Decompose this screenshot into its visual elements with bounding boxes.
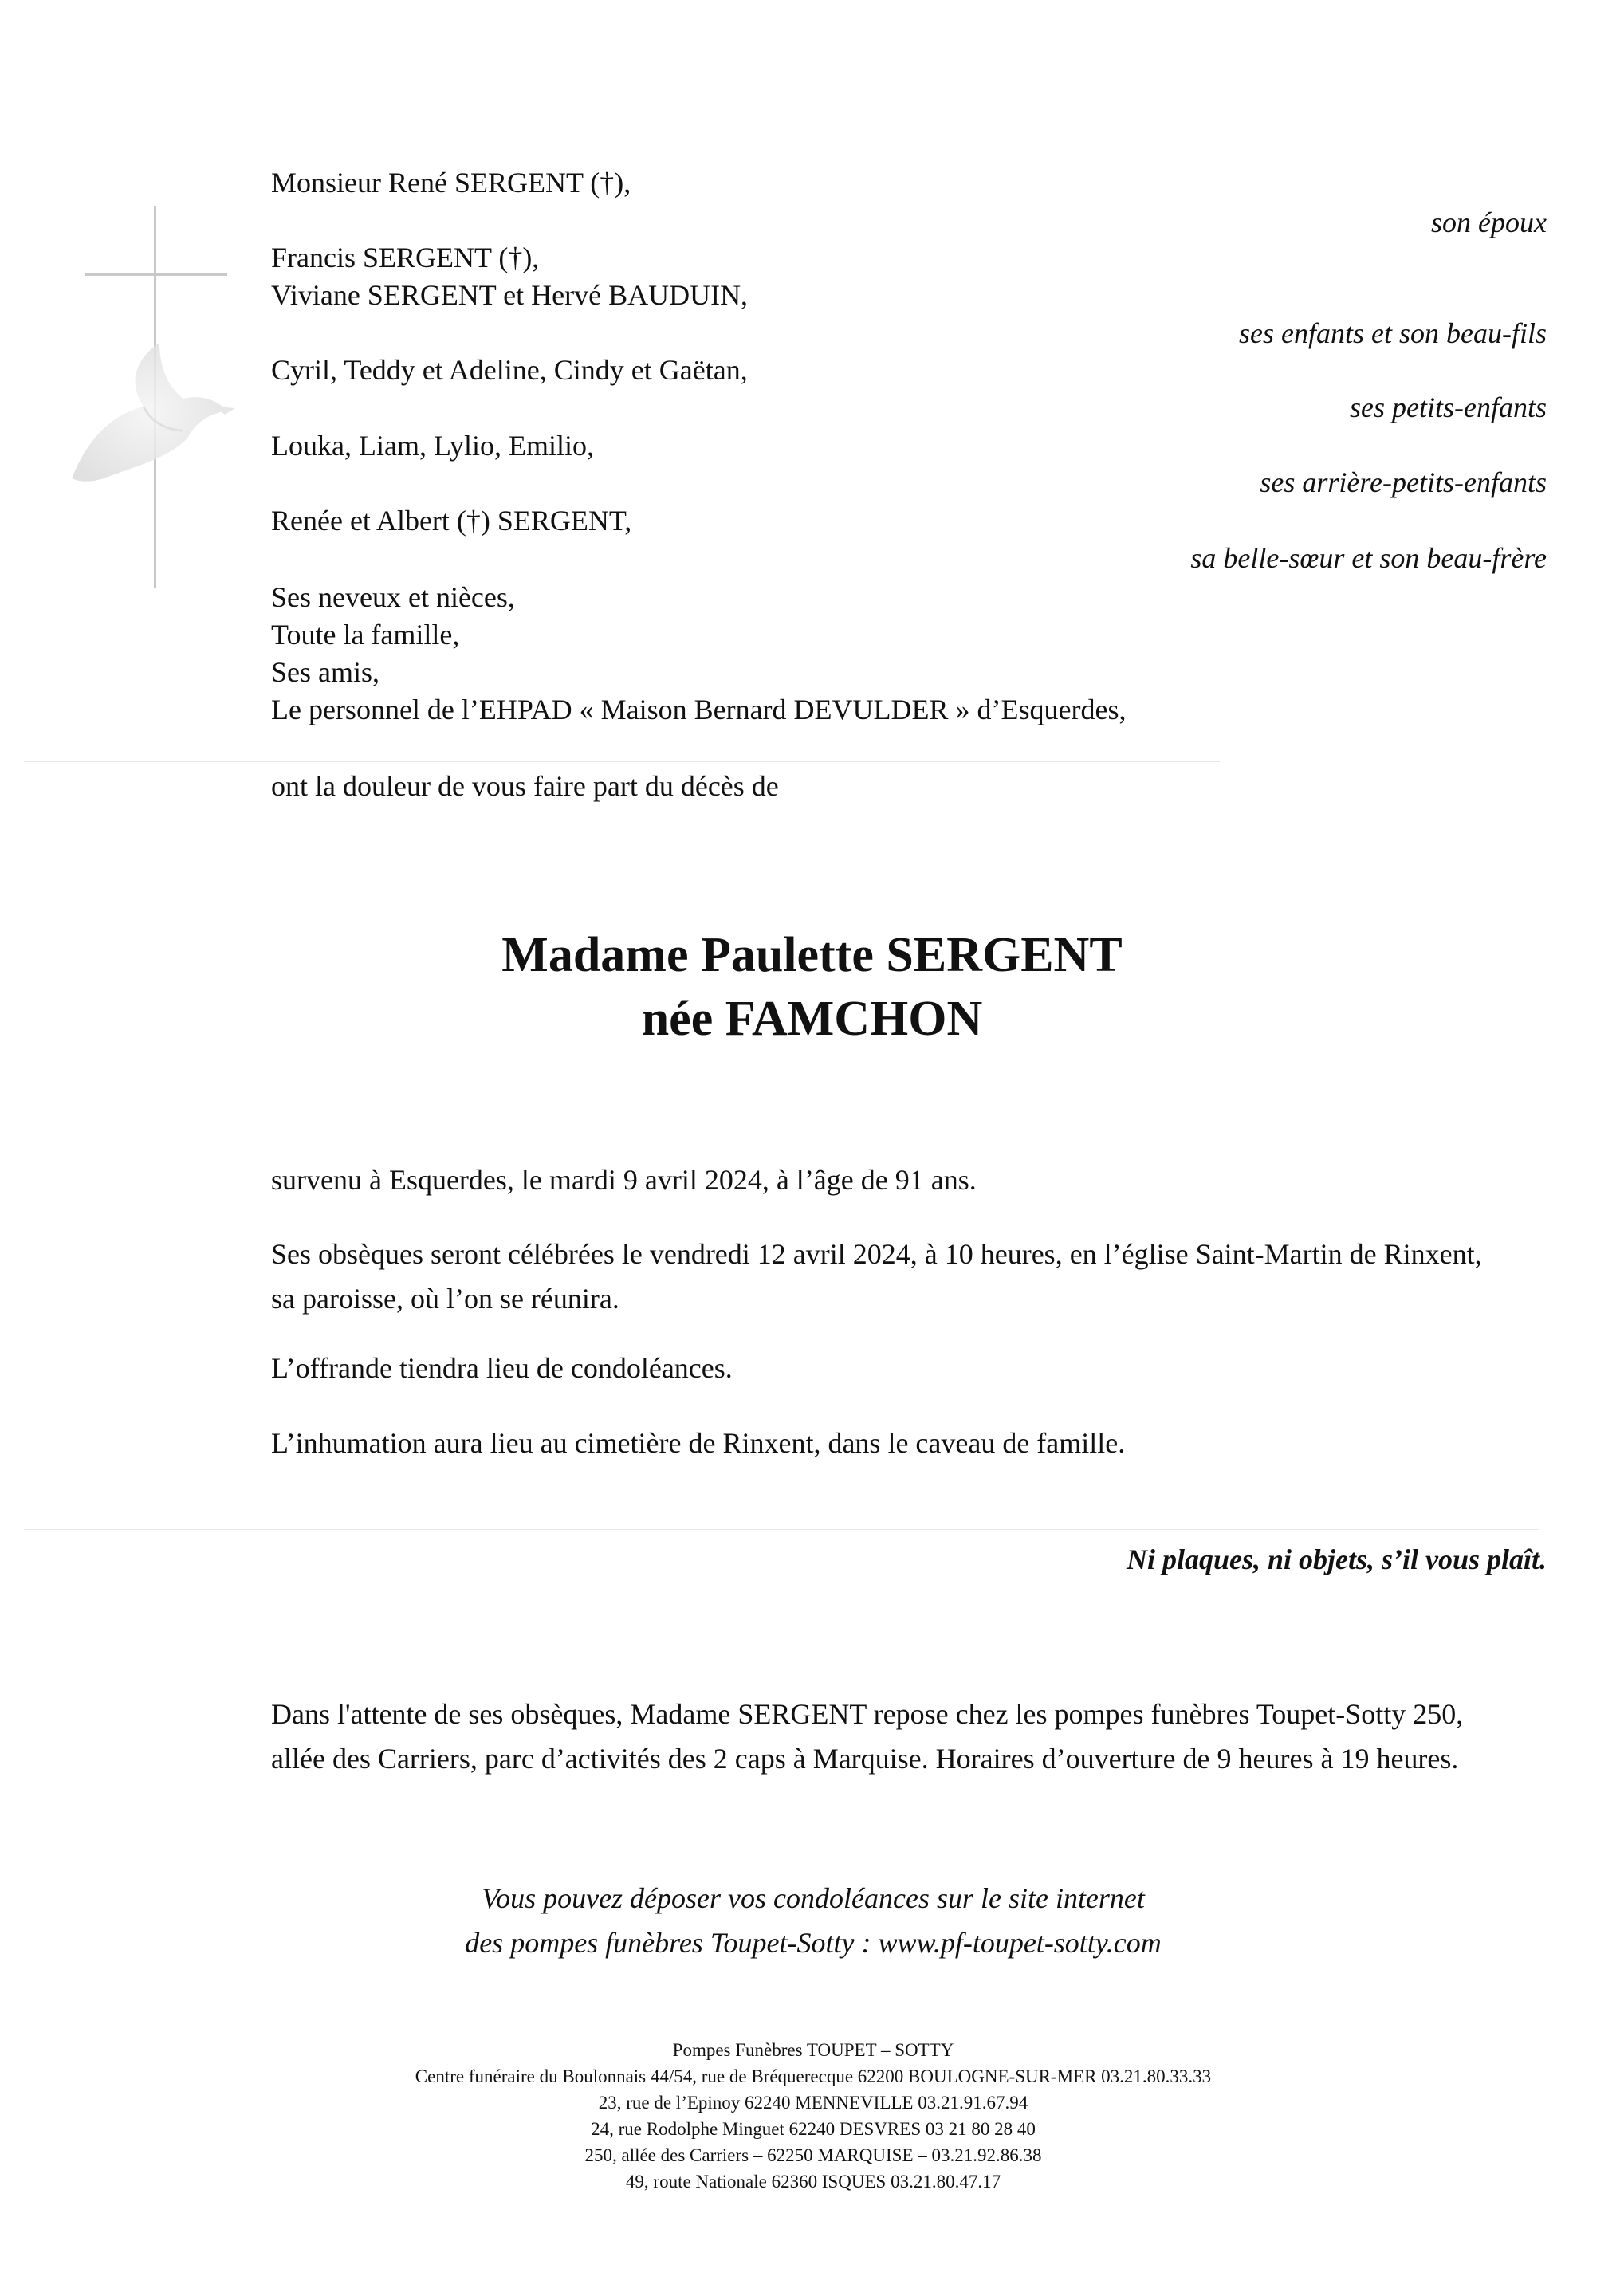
footer-line-5: 250, allée des Carriers – 62250 MARQUISE – 03.21.92.86.38	[584, 2145, 1042, 2165]
relation-left-10: Le personnel de l’EHPAD « Maison Bernard DEVULDER » d’Esquerdes,	[271, 694, 1127, 725]
relation-left-4: Cyril, Teddy et Adeline, Cindy et Gaëtan,	[271, 354, 748, 386]
divider-2	[24, 1529, 1539, 1530]
no-flowers-note: Ni plaques, ni objets, s’il vous plaît.	[1126, 1543, 1547, 1575]
footer-line-3: 23, rue de l’Epinoy 62240 MENNEVILLE 03.21.91.67.94	[598, 2093, 1028, 2113]
deceased-name: Madame Paulette SERGENT	[501, 928, 1123, 982]
footer-line-2: Centre funéraire du Boulonnais 44/54, rue de Bréquerecque 62200 BOULOGNE-SUR-MER 03.21.80.33.33	[415, 2066, 1212, 2086]
relation-right-4: ses arrière-petits-enfants	[1260, 466, 1547, 498]
paragraph-death: survenu à Esquerdes, le mardi 9 avril 2024, à l’âge de 91 ans.	[271, 1164, 977, 1196]
relation-left-2: Francis SERGENT (†),	[271, 242, 540, 273]
paragraph-offering: L’offrande tiendra lieu de condoléances.	[271, 1352, 733, 1384]
condolences-line-1: Vous pouvez déposer vos condoléances sur le site internet	[482, 1882, 1145, 1914]
condolences-line-2: des pompes funèbres Toupet-Sotty : www.pf-toupet-sotty.com	[465, 1927, 1162, 1959]
divider-1	[24, 761, 1220, 762]
paragraph-burial: L’inhumation aura lieu au cimetière de Rinxent, dans le caveau de famille.	[271, 1427, 1126, 1459]
footer-line-6: 49, route Nationale 62360 ISQUES 03.21.80.47.17	[625, 2172, 1001, 2192]
deceased-maiden-name: née FAMCHON	[641, 992, 983, 1046]
relation-right-3: ses petits-enfants	[1350, 391, 1547, 423]
cross-horizontal	[85, 273, 227, 276]
paragraph-funeral: Ses obsèques seront célébrées le vendredi 12 avril 2024, à 10 heures, en l’église Saint-Martin de Rinxent, sa paroisse, où l’on se réunira.	[271, 1238, 1482, 1315]
relation-left-7: Ses neveux et nièces,	[271, 581, 515, 613]
relation-left-8: Toute la famille,	[271, 619, 460, 651]
footer-line-1: Pompes Funèbres TOUPET – SOTTY	[672, 2040, 954, 2060]
relation-left-3: Viviane SERGENT et Hervé BAUDUIN,	[271, 279, 749, 311]
relation-left-1: Monsieur René SERGENT (†),	[271, 167, 631, 199]
dove-icon	[56, 319, 247, 510]
relation-right-1: son époux	[1431, 206, 1547, 238]
relation-left-9: Ses amis,	[271, 656, 380, 688]
relation-left-5: Louka, Liam, Lylio, Emilio,	[271, 430, 594, 462]
relation-right-2: ses enfants et son beau-fils	[1239, 317, 1547, 349]
rest-notice: Dans l'attente de ses obsèques, Madame SERGENT repose chez les pompes funèbres Toupet-Sotty 250, allée des Carriers, parc d’activités des 2 caps à Marquise. Horaires d’ouverture de 9 heures à 19 heures.	[271, 1698, 1464, 1775]
relation-left-6: Renée et Albert (†) SERGENT,	[271, 505, 632, 537]
footer-line-4: 24, rue Rodolphe Minguet 62240 DESVRES 03 21 80 28 40	[591, 2119, 1036, 2139]
relation-right-5: sa belle-sœur et son beau-frère	[1190, 542, 1547, 574]
announcement: ont la douleur de vous faire part du décès de	[271, 770, 779, 802]
